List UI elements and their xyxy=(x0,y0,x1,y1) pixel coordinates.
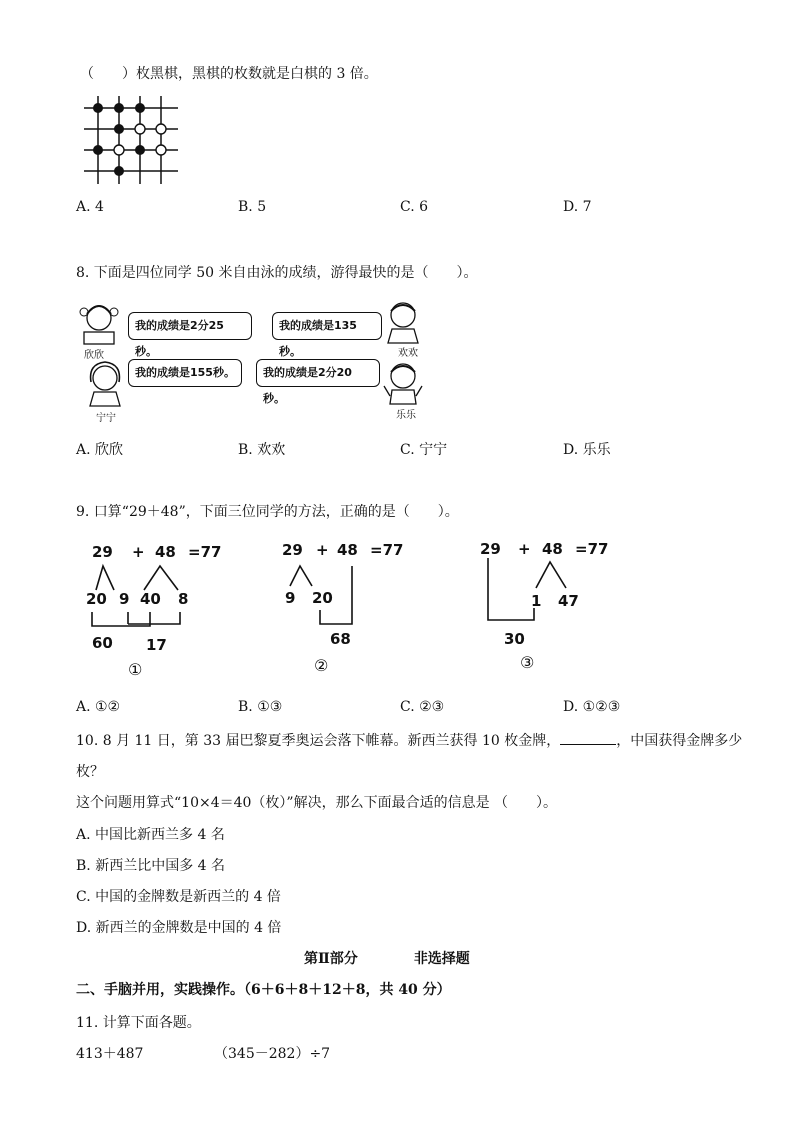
bubble-xinxin: 我的成绩是2分25秒。 xyxy=(128,312,252,340)
part2-title-b: 非选择题 xyxy=(413,951,470,967)
m1-a: 29 xyxy=(92,543,113,561)
m3-b: 48 xyxy=(542,540,563,558)
part2-title-a: 第Ⅱ部分 xyxy=(304,951,358,967)
go-board-figure xyxy=(80,92,190,192)
name-xinxin: 欣欣 xyxy=(84,350,104,361)
q10-stem-line1 xyxy=(76,730,742,750)
m3-result: =77 xyxy=(575,540,609,558)
q10-option-b[interactable]: B. 新西兰比中国多 4 名 xyxy=(76,858,225,874)
q7-option-a[interactable]: A. 4 xyxy=(76,199,104,215)
ningning-figure xyxy=(80,358,130,408)
m3-label: ③ xyxy=(520,653,535,672)
q11-stem: 11. 计算下面各题。 xyxy=(76,1015,201,1031)
m2-a: 29 xyxy=(282,541,303,559)
m1-label: ① xyxy=(128,660,143,679)
m2-result: =77 xyxy=(370,541,404,559)
lele-figure xyxy=(378,356,428,406)
q8-option-b[interactable]: B. 欢欢 xyxy=(238,442,286,458)
bubble-ningning: 我的成绩是155秒。 xyxy=(128,359,242,387)
m1-b: 48 xyxy=(155,543,176,561)
q8-option-d[interactable]: D. 乐乐 xyxy=(563,442,611,458)
m1-plus: + xyxy=(132,543,145,561)
q10-option-d[interactable]: D. 新西兰的金牌数是中国的 4 倍 xyxy=(76,920,282,936)
q11-expr2: （345－282）÷7 xyxy=(214,1046,331,1062)
m2-part1: 9 xyxy=(285,589,296,607)
m2-part2: 20 xyxy=(312,589,333,607)
m3-a: 29 xyxy=(480,540,501,558)
q9-option-c[interactable]: C. ②③ xyxy=(400,699,445,715)
m2-sum1: 68 xyxy=(330,630,351,648)
m1-part3: 40 xyxy=(140,590,161,608)
q10-option-c[interactable]: C. 中国的金牌数是新西兰的 4 倍 xyxy=(76,889,281,905)
m1-sum1: 60 xyxy=(92,634,113,652)
bubble-lele: 我的成绩是2分20秒。 xyxy=(256,359,380,387)
q9-option-d[interactable]: D. ①②③ xyxy=(563,699,621,715)
m1-part4: 8 xyxy=(178,590,189,608)
q10-option-a[interactable]: A. 中国比新西兰多 4 名 xyxy=(76,827,225,843)
q10-stem-line2: 枚？ xyxy=(76,764,104,780)
q7-option-c[interactable]: C. 6 xyxy=(400,199,429,215)
bubble-huanhuan: 我的成绩是135秒。 xyxy=(272,312,382,340)
q7-option-d[interactable]: D. 7 xyxy=(563,199,592,215)
q9-option-a[interactable]: A. ①② xyxy=(76,699,121,715)
q9-option-b[interactable]: B. ①③ xyxy=(238,699,283,715)
q8-option-c[interactable]: C. 宁宁 xyxy=(400,442,448,458)
huanhuan-figure xyxy=(380,295,426,345)
m2-label: ② xyxy=(314,656,329,675)
m2-b: 48 xyxy=(337,541,358,559)
m3-plus: + xyxy=(518,540,531,558)
q10-answer-blank[interactable] xyxy=(560,730,616,745)
m3-part1: 1 xyxy=(531,592,542,610)
q8-stem: 8. 下面是四位同学 50 米自由泳的成绩，游得最快的是（ ）。 xyxy=(76,265,478,281)
q7-option-b[interactable]: B. 5 xyxy=(238,199,267,215)
name-lele: 乐乐 xyxy=(396,410,416,421)
m1-part2: 9 xyxy=(119,590,130,608)
m3-part2: 47 xyxy=(558,592,579,610)
m2-plus: + xyxy=(316,541,329,559)
m3-sum1: 30 xyxy=(504,630,525,648)
q10-stem-line3: 这个问题用算式“10×4＝40（枚）”解决，那么下面最合适的信息是 （ ）。 xyxy=(76,795,558,811)
m1-part1: 20 xyxy=(86,590,107,608)
xinxin-figure xyxy=(74,298,124,348)
q9-stem: 9. 口算“29＋48”，下面三位同学的方法，正确的是（ ）。 xyxy=(76,504,459,520)
q11-expr1: 413＋487 xyxy=(76,1046,144,1062)
section-2-heading: 二、手脑并用，实践操作。（6＋6＋8＋12＋8，共 40 分） xyxy=(76,982,451,998)
name-ningning: 宁宁 xyxy=(96,413,116,424)
q8-option-a[interactable]: A. 欣欣 xyxy=(76,442,124,458)
name-huanhuan: 欢欢 xyxy=(398,348,418,359)
q10-stem-part-b: ，中国获得金牌多少 xyxy=(616,733,743,749)
part2-title xyxy=(304,948,470,968)
q7-stem: （ ）枚黑棋，黑棋的枚数就是白棋的 3 倍。 xyxy=(80,66,378,82)
m1-result: =77 xyxy=(188,543,222,561)
m1-sum2: 17 xyxy=(146,636,167,654)
q10-stem-part-a: 10. 8 月 11 日，第 33 届巴黎夏季奥运会落下帷幕。新西兰获得 10 枚金牌， xyxy=(76,733,561,749)
